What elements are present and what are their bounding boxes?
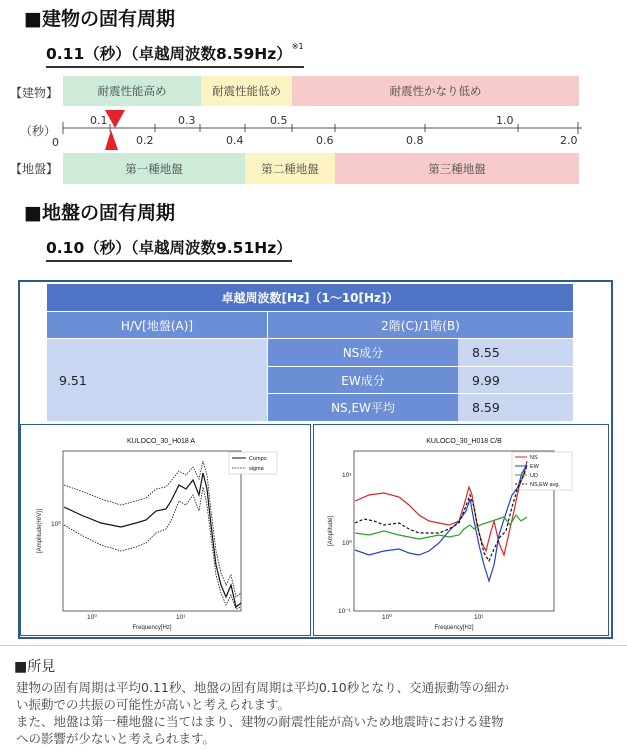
building-heading: ■建物の固有周期: [24, 8, 175, 30]
ground-heading: ■地盤の固有周期: [24, 202, 175, 224]
hv-sigma-upper: [64, 461, 241, 597]
legend-ns: NS: [530, 455, 538, 461]
row-value: 9.99: [458, 367, 573, 394]
remarks-line-3: また、地盤は第一種地盤に当てはまり、建物の耐震性能が高いため地震時における建物: [16, 714, 504, 729]
ground-row-label: 【地盤】: [10, 162, 59, 176]
hv-plot-axes: [63, 451, 241, 611]
upper-tick-1.0: 1.0: [496, 114, 514, 127]
lower-tick-2.0: 2.0: [560, 134, 578, 147]
lower-tick-0.6: 0.6: [316, 134, 334, 147]
ratio-xtick-0: 10⁰: [382, 614, 392, 621]
ratio-plot: [314, 425, 608, 635]
frequency-table: [47, 284, 573, 421]
lower-tick-0.4: 0.4: [226, 134, 244, 147]
building-period-text: 0.11（秒）（卓越周波数8.59Hz）: [46, 45, 292, 63]
row-label: NS,EW平均: [268, 394, 458, 421]
lower-tick-0.8: 0.8: [406, 134, 424, 147]
remarks-body: [16, 679, 621, 747]
row-value: 8.59: [458, 394, 573, 421]
ratio-plot-panel: [313, 424, 609, 636]
band-ground-1: 第一種地盤: [63, 153, 245, 184]
col-header-hv: H/V[地盤(A)]: [47, 312, 267, 338]
ratio-ytick-1: 10⁰: [342, 540, 352, 547]
remarks-heading: ■所見: [14, 659, 56, 675]
lower-tick-0: 0: [52, 136, 59, 149]
remarks-line-1: 建物の固有周期は平均0.11秒、地盤の固有周期は平均0.10秒となり、交通振動等の細か: [16, 680, 510, 695]
hv-ytick: 10⁰: [51, 521, 61, 528]
ratio-row-ew: [268, 367, 573, 395]
hv-plot: [21, 425, 310, 635]
building-period: [46, 42, 304, 68]
ground-period: 0.10（秒）（卓越周波数9.51Hz）: [46, 236, 292, 262]
band-ground-3: 第三種地盤: [335, 153, 579, 184]
band-very-low: 耐震性かなり低め: [292, 76, 579, 106]
legend-ew: EW: [530, 464, 539, 470]
hv-ylabel: [Amplitude(H/V)]: [37, 508, 43, 554]
legend-avg: NS,EW avg.: [530, 482, 560, 488]
seconds-unit-label: （秒）: [20, 124, 57, 138]
hv-value: 9.51: [47, 339, 267, 421]
ratio-ytick-0: 10¹: [342, 472, 352, 479]
building-period-marker: [105, 110, 125, 128]
lower-tick-0.2: 0.2: [136, 134, 154, 147]
band-high: 耐震性能高め: [63, 76, 201, 106]
ratio-xtick-1: 10¹: [474, 614, 484, 621]
ratio-ytick-2: 10⁻¹: [338, 608, 351, 615]
hv-xtick-1: 10¹: [176, 614, 186, 621]
footnote-mark: ※1: [291, 42, 304, 51]
band-ground-2: 第二種地盤: [245, 153, 335, 184]
ratio-row-avg: [268, 394, 573, 421]
table-title: 卓越周波数[Hz]（1～10[Hz]）: [47, 284, 573, 311]
upper-tick-0.5: 0.5: [270, 114, 288, 127]
hv-plot-panel: [20, 424, 311, 636]
hv-legend-compo: Compo: [249, 456, 267, 462]
row-value: 8.55: [458, 339, 573, 366]
band-low: 耐震性能低め: [201, 76, 292, 106]
hv-xlabel: Frequency[Hz]: [132, 625, 172, 631]
building-row-label: 【建物】: [10, 86, 59, 100]
ratio-plot-title: KULOCO_30_H018 C/B: [426, 438, 502, 445]
row-label: NS成分: [268, 339, 458, 366]
row-label: EW成分: [268, 367, 458, 394]
ratio-xlabel: Frequency[Hz]: [434, 625, 474, 631]
avg-curve: [355, 465, 527, 561]
section-divider: [0, 645, 627, 646]
remarks-line-2: い振動での共振の可能性が高いと考えられます。: [16, 697, 291, 712]
ratio-ylabel: [Amplitude]: [328, 515, 334, 547]
legend-ud: UD: [530, 473, 538, 479]
hv-legend-sigma: sigma: [249, 466, 264, 472]
hv-xtick-0: 10⁰: [87, 614, 97, 621]
ratio-row-ns: [268, 339, 573, 367]
upper-tick-0.1: 0.1: [90, 114, 108, 127]
remarks-line-4: への影響が少ないと考えられます。: [16, 731, 216, 746]
ground-period-marker: [105, 130, 118, 150]
col-header-ratio: 2階(C)/1階(B): [267, 312, 573, 338]
upper-tick-0.3: 0.3: [178, 114, 196, 127]
hv-plot-title: KULOCO_30_H018 A: [126, 438, 196, 445]
